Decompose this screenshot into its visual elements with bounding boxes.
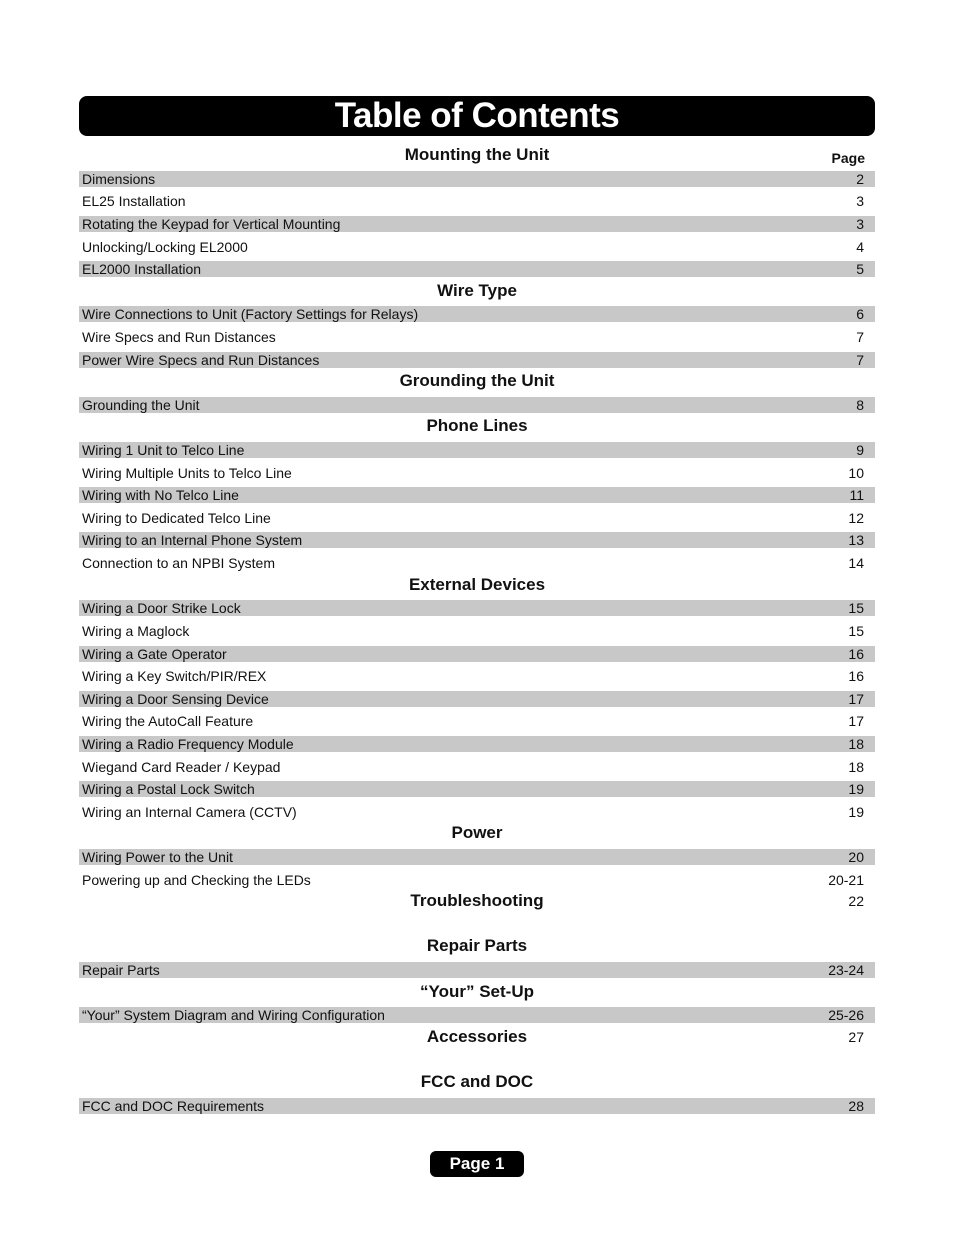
- toc-entry-label: Grounding the Unit: [82, 397, 200, 413]
- toc-entry-label: Wiring a Gate Operator: [82, 646, 227, 662]
- toc-entry-label: Unlocking/Locking EL2000: [82, 239, 248, 255]
- toc-entry-label: Wiring a Radio Frequency Module: [82, 736, 294, 752]
- section-heading: [79, 823, 875, 843]
- toc-entry-page: 11: [849, 487, 864, 503]
- toc-entry-label: Dimensions: [82, 171, 156, 187]
- page-number-badge: Page 1: [430, 1151, 524, 1177]
- toc-entry-label: Wiring a Door Sensing Device: [82, 691, 269, 707]
- toc-entry-label: Wiring Multiple Units to Telco Line: [82, 465, 292, 481]
- toc-entry-label: Wire Connections to Unit (Factory Settings for Relays): [82, 306, 419, 322]
- toc-entry-page: 20: [848, 849, 864, 865]
- toc-entry[interactable]: [79, 329, 875, 345]
- toc-entry-page: 15: [848, 623, 864, 639]
- section-heading: [79, 936, 875, 956]
- toc-entry-page: 6: [856, 306, 864, 322]
- toc-entry-label: Wiring to an Internal Phone System: [82, 532, 303, 548]
- toc-entry-page: 8: [856, 397, 864, 413]
- toc-entry-label: Repair Parts: [82, 962, 160, 978]
- page-title: Table of Contents: [79, 96, 875, 136]
- toc-entry-label: FCC and DOC Requirements: [82, 1098, 265, 1114]
- toc-entry[interactable]: [79, 555, 875, 571]
- section-heading-label: Repair Parts: [426, 936, 528, 955]
- toc-entry-page: 15: [848, 600, 864, 616]
- toc-entry-page: 19: [848, 781, 864, 797]
- toc-entry-page: 3: [856, 216, 864, 232]
- toc-entry-page: 13: [848, 532, 864, 548]
- toc-entry[interactable]: [79, 532, 875, 548]
- toc-entry[interactable]: [79, 736, 875, 752]
- toc-entry-page: 17: [848, 713, 864, 729]
- toc-entry-label: Wiring a Maglock: [82, 623, 190, 639]
- toc-entry-page: 16: [848, 668, 864, 684]
- section-heading: [79, 145, 875, 165]
- toc-entry[interactable]: [79, 962, 875, 978]
- toc-entry-label: EL2000 Installation: [82, 261, 202, 277]
- toc-entry-page: 14: [848, 555, 864, 571]
- toc-entry[interactable]: [79, 352, 875, 368]
- toc-entry-page: 19: [848, 804, 864, 820]
- toc-entry[interactable]: [79, 1007, 875, 1023]
- toc-entry-page: 18: [848, 736, 864, 752]
- toc-entry-label: Wiring the AutoCall Feature: [82, 713, 254, 729]
- toc-entry-page: 16: [848, 646, 864, 662]
- toc-entry[interactable]: [79, 442, 875, 458]
- toc-entry-label: Wiring a Postal Lock Switch: [82, 781, 255, 797]
- toc-entry[interactable]: [79, 872, 875, 888]
- toc-entry[interactable]: [79, 216, 875, 232]
- toc-entry-label: EL25 Installation: [82, 193, 186, 209]
- toc-entry[interactable]: [79, 804, 875, 820]
- toc-entry-page: 7: [856, 329, 864, 345]
- toc-entry-label: Wiring a Key Switch/PIR/REX: [82, 668, 267, 684]
- toc-entry-page: 28: [848, 1098, 864, 1114]
- toc-entry[interactable]: [79, 397, 875, 413]
- section-heading: [79, 281, 875, 301]
- toc-entry[interactable]: [79, 171, 875, 187]
- toc-entry-label: Rotating the Keypad for Vertical Mounting: [82, 216, 341, 232]
- toc-entry[interactable]: [79, 465, 875, 481]
- toc-entry[interactable]: [79, 849, 875, 865]
- toc-entry-page: 9: [856, 442, 864, 458]
- section-heading-label: Phone Lines: [426, 416, 528, 435]
- toc-entry-page: 20-21: [828, 872, 864, 888]
- toc-entry[interactable]: [79, 668, 875, 684]
- toc-entry-page: 18: [848, 759, 864, 775]
- toc-entry-label: “Your” System Diagram and Wiring Configuration: [82, 1007, 385, 1023]
- toc-entry[interactable]: [79, 600, 875, 616]
- toc-entry[interactable]: [79, 691, 875, 707]
- section-heading-label: Wire Type: [437, 281, 517, 300]
- toc-entry-page: 23-24: [828, 962, 864, 978]
- toc-entry[interactable]: [79, 781, 875, 797]
- section-heading: [79, 891, 875, 911]
- toc-entry-page: 4: [856, 239, 864, 255]
- toc-entry-label: Wiring to Dedicated Telco Line: [82, 510, 271, 526]
- section-heading: [79, 1072, 875, 1092]
- toc-entry[interactable]: [79, 239, 875, 255]
- section-heading-label: “Your” Set-Up: [420, 982, 534, 1001]
- section-heading: [79, 1027, 875, 1047]
- section-page-number: 27: [848, 1029, 864, 1045]
- toc-entry-label: Power Wire Specs and Run Distances: [82, 352, 320, 368]
- section-heading-label: Power: [451, 823, 503, 842]
- toc-entry-page: 2: [856, 171, 864, 187]
- section-heading: [79, 575, 875, 595]
- section-heading-label: FCC and DOC: [420, 1072, 534, 1091]
- toc-entry-page: 7: [856, 352, 864, 368]
- page-column-header: Page: [831, 150, 865, 166]
- section-heading: [79, 371, 875, 391]
- toc-entry[interactable]: [79, 646, 875, 662]
- toc-entry-label: Connection to an NPBI System: [82, 555, 275, 571]
- section-heading-label: External Devices: [408, 575, 546, 594]
- toc-entry-label: Wiring with No Telco Line: [82, 487, 239, 503]
- section-page-number: 22: [848, 893, 864, 909]
- toc-entry-page: 3: [856, 193, 864, 209]
- toc-entry[interactable]: [79, 623, 875, 639]
- toc-entry[interactable]: [79, 510, 875, 526]
- toc-entry-label: Wiegand Card Reader / Keypad: [82, 759, 281, 775]
- toc-entry-label: Wire Specs and Run Distances: [82, 329, 276, 345]
- toc-entry[interactable]: [79, 713, 875, 729]
- toc-entry-label: Wiring Power to the Unit: [82, 849, 233, 865]
- toc-entry-label: Wiring an Internal Camera (CCTV): [82, 804, 297, 820]
- toc-entry-label: Wiring a Door Strike Lock: [82, 600, 241, 616]
- toc-entry[interactable]: [79, 759, 875, 775]
- toc-entry-page: 17: [848, 691, 864, 707]
- toc-entry[interactable]: [79, 306, 875, 322]
- section-heading-label: Mounting the Unit: [404, 145, 550, 164]
- section-heading-label: Accessories: [426, 1027, 528, 1046]
- section-heading-label: Troubleshooting: [410, 891, 544, 910]
- section-heading-label: Grounding the Unit: [399, 371, 555, 390]
- toc-entry[interactable]: [79, 193, 875, 209]
- toc-entry[interactable]: [79, 1098, 875, 1114]
- toc-entry-page: 12: [848, 510, 864, 526]
- toc-entry-label: Wiring 1 Unit to Telco Line: [82, 442, 245, 458]
- section-heading: [79, 416, 875, 436]
- toc-entry[interactable]: [79, 261, 875, 277]
- toc-entry-page: 25-26: [828, 1007, 864, 1023]
- toc-entry-label: Powering up and Checking the LEDs: [82, 872, 311, 888]
- toc-entry[interactable]: [79, 487, 875, 503]
- toc-entry-page: 10: [848, 465, 864, 481]
- toc-entry-page: 5: [856, 261, 864, 277]
- section-heading: [79, 982, 875, 1002]
